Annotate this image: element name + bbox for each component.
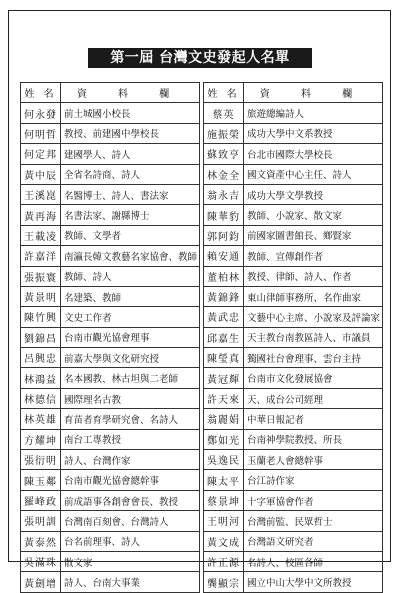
person-name: 張明訓 bbox=[21, 511, 61, 531]
info-column-header: 資 料 欄 bbox=[244, 83, 383, 103]
person-info: 台名前理事、詩人 bbox=[61, 531, 200, 551]
table-row bbox=[204, 368, 383, 388]
person-name: 羅峰政 bbox=[21, 490, 61, 510]
person-info: 前嘉大學與文化研究授 bbox=[61, 348, 200, 368]
person-name: 林英雄 bbox=[21, 409, 61, 429]
table-row bbox=[204, 327, 383, 347]
table-row bbox=[204, 286, 383, 306]
person-name: 陳竹興 bbox=[21, 307, 61, 327]
roster-table-left bbox=[20, 82, 200, 593]
person-info: 獨國社台會理事、雲台主持 bbox=[244, 348, 383, 368]
table-row bbox=[21, 123, 200, 143]
person-name: 翁永吉 bbox=[204, 184, 244, 204]
person-info: 前國家圖書館長、鄉賢家 bbox=[244, 225, 383, 245]
person-info: 教授、律師、詩人、作者 bbox=[244, 266, 383, 286]
person-info: 教授、前建國中學校長 bbox=[61, 123, 200, 143]
person-info: 散文家 bbox=[61, 551, 200, 571]
person-info: 文史工作者 bbox=[61, 307, 200, 327]
person-info: 名建築、教師 bbox=[61, 286, 200, 306]
person-name: 蘇致亨 bbox=[204, 144, 244, 164]
page-title: 第一屆 台灣文史發起人名單 bbox=[88, 48, 312, 68]
person-info: 南瀛長韓文教藝名家協會、教師 bbox=[61, 246, 200, 266]
table-row bbox=[21, 184, 200, 204]
person-info: 詩人、台南大事業 bbox=[61, 572, 200, 592]
person-info: 台南市文化發展協會 bbox=[244, 368, 383, 388]
table-row bbox=[21, 409, 200, 429]
person-info: 台灣語文研究者 bbox=[244, 531, 383, 551]
person-info: 全省名詩商、詩人 bbox=[61, 164, 200, 184]
person-name: 張衍明 bbox=[21, 450, 61, 470]
person-info: 台南市觀光協會理事 bbox=[61, 327, 200, 347]
table-row bbox=[204, 572, 383, 592]
table-row bbox=[204, 490, 383, 510]
person-info: 台北市國際大學校長 bbox=[244, 144, 383, 164]
table-row bbox=[21, 205, 200, 225]
person-name: 陳華豹 bbox=[204, 205, 244, 225]
person-info: 建國學人、詩人 bbox=[61, 144, 200, 164]
person-name: 鄭如光 bbox=[204, 429, 244, 449]
person-name: 何永發 bbox=[21, 103, 61, 123]
table-row bbox=[204, 184, 383, 204]
person-name: 蔡英 bbox=[204, 103, 244, 123]
person-name: 吳滿珠 bbox=[21, 551, 61, 571]
table-row bbox=[204, 429, 383, 449]
table-row bbox=[204, 225, 383, 245]
person-info: 天主教台南教區詩人、市議員 bbox=[244, 327, 383, 347]
person-name: 黃冠輝 bbox=[204, 368, 244, 388]
person-info: 教師、宣傳創作者 bbox=[244, 246, 383, 266]
table-header-row bbox=[204, 83, 383, 103]
table-row bbox=[21, 450, 200, 470]
person-info: 台南市觀光協會總幹事 bbox=[61, 470, 200, 490]
person-info: 前土城國小校長 bbox=[61, 103, 200, 123]
person-info: 中華日報記者 bbox=[244, 409, 383, 429]
person-info: 南台工專教授 bbox=[61, 429, 200, 449]
table-row bbox=[204, 246, 383, 266]
person-name: 許嘉洋 bbox=[21, 246, 61, 266]
person-name: 劉錦昌 bbox=[21, 327, 61, 347]
person-info: 旅遊總編詩人 bbox=[244, 103, 383, 123]
person-info: 國立中山大學中文所教授 bbox=[244, 572, 383, 592]
person-info: 台灣南百刻會、台灣詩人 bbox=[61, 511, 200, 531]
table-row bbox=[21, 490, 200, 510]
person-name: 黃泰然 bbox=[21, 531, 61, 551]
person-name: 黃文成 bbox=[204, 531, 244, 551]
person-name: 黃劍增 bbox=[21, 572, 61, 592]
person-info: 國際理名古教 bbox=[61, 388, 200, 408]
person-name: 陳玉鄰 bbox=[21, 470, 61, 490]
person-name: 翁麗娟 bbox=[204, 409, 244, 429]
table-row bbox=[21, 511, 200, 531]
person-name: 施振榮 bbox=[204, 123, 244, 143]
person-info: 名本國教、林古坦與二老師 bbox=[61, 368, 200, 388]
person-name: 王載凌 bbox=[21, 225, 61, 245]
table-row bbox=[204, 409, 383, 429]
person-info: 教師、詩人 bbox=[61, 266, 200, 286]
table-row bbox=[204, 348, 383, 368]
person-name: 王明河 bbox=[204, 511, 244, 531]
table-row bbox=[204, 307, 383, 327]
person-name: 許天來 bbox=[204, 388, 244, 408]
person-info: 詩人、台灣作家 bbox=[61, 450, 200, 470]
table-row bbox=[21, 144, 200, 164]
person-name: 方耀坤 bbox=[21, 429, 61, 449]
person-name: 董柏林 bbox=[204, 266, 244, 286]
person-name: 郭阿鈞 bbox=[204, 225, 244, 245]
name-column-header: 姓 名 bbox=[204, 83, 244, 103]
person-name: 張振寰 bbox=[21, 266, 61, 286]
table-row bbox=[21, 307, 200, 327]
person-info: 台南神學院教授、所長 bbox=[244, 429, 383, 449]
table-row bbox=[21, 286, 200, 306]
table-row bbox=[204, 266, 383, 286]
table-row bbox=[204, 450, 383, 470]
table-row bbox=[21, 572, 200, 592]
table-row bbox=[21, 327, 200, 347]
table-row bbox=[21, 103, 200, 123]
person-name: 呂興忠 bbox=[21, 348, 61, 368]
table-row bbox=[21, 225, 200, 245]
table-row bbox=[204, 531, 383, 551]
person-info: 文藝中心主席、小說家及評論家 bbox=[244, 307, 383, 327]
roster-body-left bbox=[21, 103, 200, 592]
table-row bbox=[21, 551, 200, 571]
person-name: 林鴻益 bbox=[21, 368, 61, 388]
table-row bbox=[204, 511, 383, 531]
roster-body-right bbox=[204, 103, 383, 592]
person-name: 林德信 bbox=[21, 388, 61, 408]
table-row bbox=[204, 103, 383, 123]
person-name: 林金全 bbox=[204, 164, 244, 184]
person-info: 成功大學中文系教授 bbox=[244, 123, 383, 143]
person-name: 蔡景坤 bbox=[204, 490, 244, 510]
table-row bbox=[204, 123, 383, 143]
table-row bbox=[204, 388, 383, 408]
table-row bbox=[204, 164, 383, 184]
table-row bbox=[21, 470, 200, 490]
person-info: 名醫博士、詩人、書法家 bbox=[61, 184, 200, 204]
person-name: 黃再海 bbox=[21, 205, 61, 225]
roster-table-right bbox=[203, 82, 383, 593]
table-row bbox=[204, 144, 383, 164]
person-name: 王溪崑 bbox=[21, 184, 61, 204]
person-name: 吳逸民 bbox=[204, 450, 244, 470]
person-info: 十字軍協會作者 bbox=[244, 490, 383, 510]
person-info: 成功大學文學教授 bbox=[244, 184, 383, 204]
person-info: 教師、小說家、散文家 bbox=[244, 205, 383, 225]
table-row bbox=[204, 470, 383, 490]
person-name: 龔顯宗 bbox=[204, 572, 244, 592]
person-name: 黃景明 bbox=[21, 286, 61, 306]
table-row bbox=[21, 429, 200, 449]
name-column-header: 姓 名 bbox=[21, 83, 61, 103]
table-row bbox=[21, 246, 200, 266]
person-info: 台江詩作家 bbox=[244, 470, 383, 490]
table-header-row bbox=[21, 83, 200, 103]
table-row bbox=[204, 551, 383, 571]
table-row bbox=[21, 348, 200, 368]
person-info: 名書法家、謝縣博士 bbox=[61, 205, 200, 225]
person-name: 何明哲 bbox=[21, 123, 61, 143]
person-info: 育苗者育學研究會、名詩人 bbox=[61, 409, 200, 429]
person-info: 國文資產中心主任、詩人 bbox=[244, 164, 383, 184]
table-row bbox=[21, 531, 200, 551]
person-info: 前成語事各創會會長、教授 bbox=[61, 490, 200, 510]
person-info: 東山律師事務所、名作曲家 bbox=[244, 286, 383, 306]
person-name: 賴安通 bbox=[204, 246, 244, 266]
person-info: 教師、文學者 bbox=[61, 225, 200, 245]
info-column-header: 資 料 欄 bbox=[61, 83, 200, 103]
person-info: 玉蘭老人會總幹事 bbox=[244, 450, 383, 470]
table-row bbox=[21, 388, 200, 408]
person-name: 邱嘉生 bbox=[204, 327, 244, 347]
table-row bbox=[21, 368, 200, 388]
person-info: 天、成台公司經理 bbox=[244, 388, 383, 408]
person-info: 名詩人、校區各師 bbox=[244, 551, 383, 571]
table-row bbox=[21, 164, 200, 184]
person-info: 台灣前監、民眾哲士 bbox=[244, 511, 383, 531]
table-row bbox=[204, 205, 383, 225]
person-name: 何定邦 bbox=[21, 144, 61, 164]
person-name: 黃錦鋒 bbox=[204, 286, 244, 306]
person-name: 黃武忠 bbox=[204, 307, 244, 327]
table-row bbox=[21, 266, 200, 286]
person-name: 陳太平 bbox=[204, 470, 244, 490]
person-name: 許正源 bbox=[204, 551, 244, 571]
person-name: 陳瑩真 bbox=[204, 348, 244, 368]
person-name: 黃中辰 bbox=[21, 164, 61, 184]
